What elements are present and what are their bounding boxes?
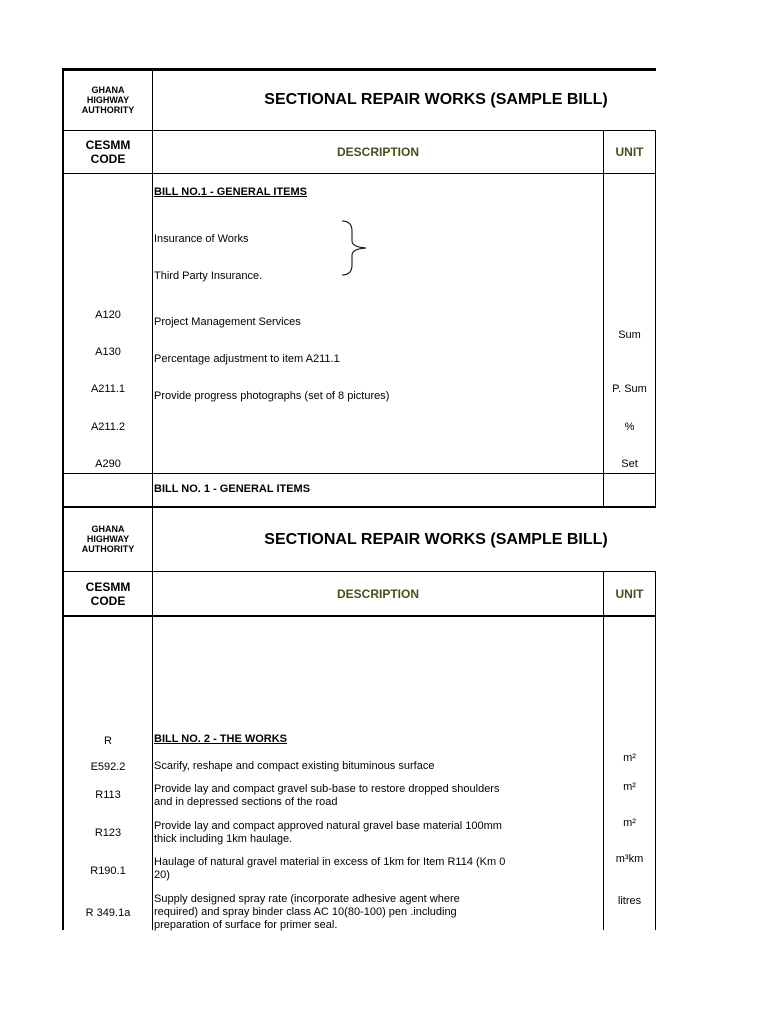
code-header-line: CESMM	[85, 138, 131, 152]
code-header-line: CESMM	[85, 580, 131, 594]
org-line: HIGHWAY	[86, 95, 130, 105]
description-line: Supply designed spray rate (incorporate adhesive agent where	[154, 893, 460, 905]
right-border	[655, 130, 656, 508]
cesmm-code: R123	[94, 827, 122, 839]
org-name	[64, 524, 152, 554]
unit-value: m³km	[615, 853, 644, 865]
code-header-line: CODE	[90, 594, 126, 608]
unit-value: m²	[623, 817, 636, 829]
curly-brace-icon	[338, 219, 370, 277]
right-border	[655, 571, 656, 930]
cesmm-code: A130	[95, 346, 121, 358]
description-line: and in depressed sections of the road	[154, 796, 338, 808]
unit-value: litres	[617, 895, 642, 907]
col-divider	[152, 508, 153, 930]
cesmm-code: A290	[95, 458, 121, 470]
unit-header: UNIT	[615, 145, 644, 159]
org-name	[64, 85, 152, 115]
code-header	[64, 138, 152, 166]
description-line: preparation of surface for primer seal.	[154, 919, 338, 931]
cesmm-code: R190.1	[90, 865, 126, 877]
description-line: 20)	[154, 869, 170, 881]
description-item: Provide progress photographs (set of 8 pictures)	[154, 390, 390, 402]
unit-value: Set	[621, 458, 638, 470]
code-header	[64, 580, 152, 608]
org-line: HIGHWAY	[86, 534, 130, 544]
org-line: GHANA	[91, 524, 125, 534]
cesmm-code: R	[104, 735, 112, 747]
col-divider	[603, 571, 604, 930]
org-line: AUTHORITY	[81, 105, 135, 115]
cesmm-code: A120	[95, 309, 121, 321]
description-header: DESCRIPTION	[336, 145, 419, 159]
description-item	[154, 856, 505, 882]
col-divider	[152, 68, 153, 508]
cesmm-code: E592.2	[90, 761, 126, 773]
unit-value: P. Sum	[612, 383, 647, 395]
org-line: AUTHORITY	[81, 544, 135, 554]
unit-value: m²	[623, 752, 636, 764]
description-item: Third Party Insurance.	[154, 270, 263, 282]
bill-footer: BILL NO. 1 - GENERAL ITEMS	[154, 483, 311, 495]
description-item	[154, 820, 502, 846]
description-header: DESCRIPTION	[336, 587, 419, 601]
cesmm-code: A211.2	[90, 421, 126, 433]
page-title: SECTIONAL REPAIR WORKS (SAMPLE BILL)	[264, 531, 608, 548]
unit-value: Sum	[618, 329, 641, 341]
cesmm-code: R 349.1a	[85, 907, 131, 919]
page-title: SECTIONAL REPAIR WORKS (SAMPLE BILL)	[264, 91, 608, 108]
code-header-line: CODE	[90, 152, 126, 166]
description-item: Scarify, reshape and compact existing bituminous surface	[154, 760, 435, 772]
description-line: thick including 1km haulage.	[154, 833, 293, 845]
unit-header: UNIT	[615, 587, 644, 601]
description-item	[154, 893, 460, 932]
left-border	[62, 68, 64, 508]
description-item: Insurance of Works	[154, 233, 249, 245]
bill-heading: BILL NO.1 - GENERAL ITEMS	[154, 186, 307, 198]
description-item: Project Management Services	[154, 316, 301, 328]
description-line: Haulage of natural gravel material in excess of 1km for Item R114 (Km 0	[154, 856, 506, 868]
description-line: required) and spray binder class AC 10(80-100) pen .including	[154, 906, 457, 918]
cesmm-code: A211.1	[90, 383, 126, 395]
col-divider	[603, 130, 604, 508]
org-line: GHANA	[91, 85, 125, 95]
unit-value: %	[624, 421, 635, 433]
cesmm-code: R113	[95, 789, 121, 801]
description-line: Provide lay and compact approved natural gravel base material 100mm	[154, 820, 502, 832]
bill-heading: BILL NO. 2 - THE WORKS	[154, 733, 288, 745]
description-line: Provide lay and compact gravel sub-base to restore dropped shoulders	[154, 783, 500, 795]
description-item	[154, 783, 499, 809]
unit-value: m²	[623, 781, 636, 793]
description-item: Percentage adjustment to item A211.1	[154, 353, 340, 365]
